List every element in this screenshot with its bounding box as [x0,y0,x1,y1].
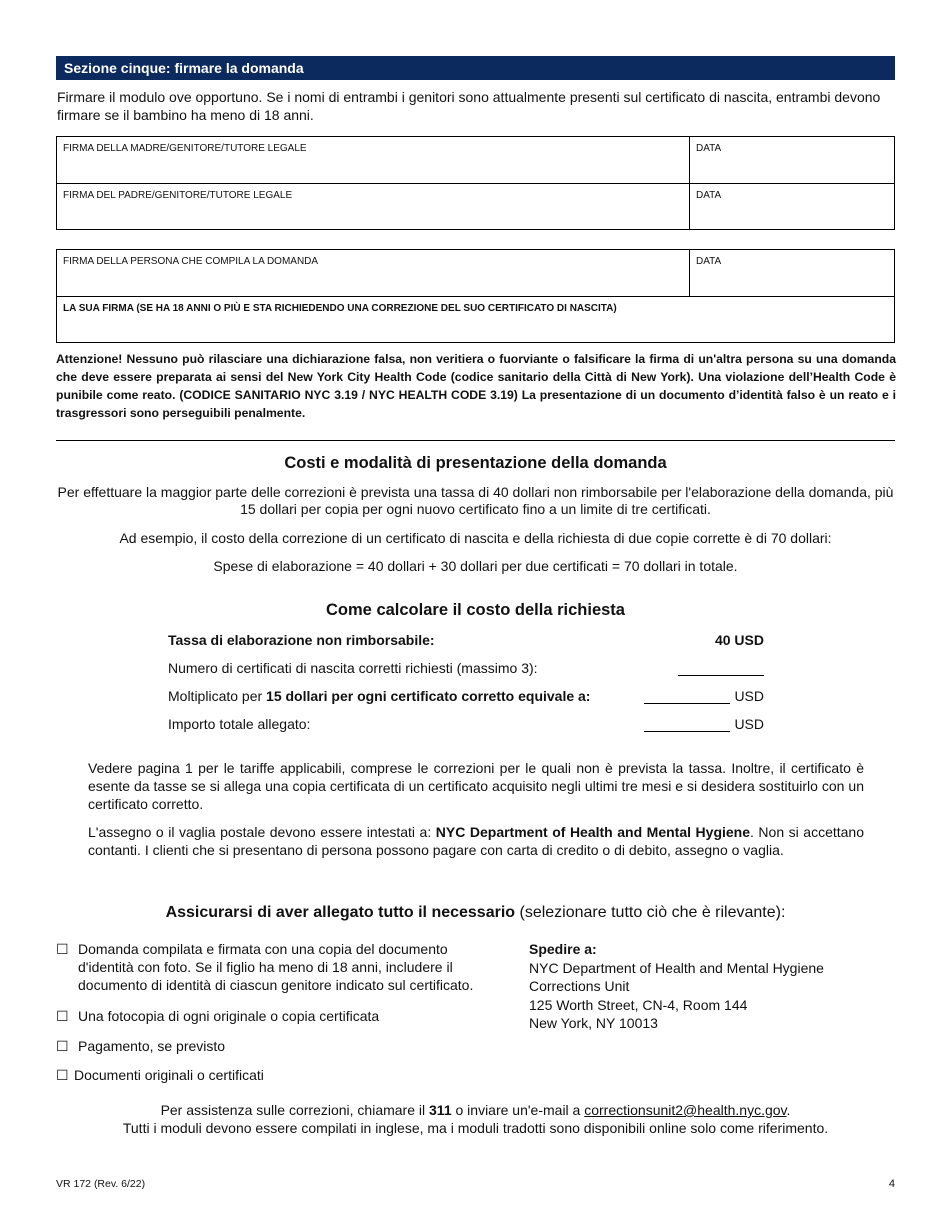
costs-paragraph-2: Ad esempio, il costo della correzione di un certificato di nascita e della richiesta di due copie corrette è di 70 dollari: [119,530,832,546]
mail-label: Spedire a: [529,941,597,957]
parent-signature-box [56,136,895,230]
help-prefix: Per assistenza sulle correzioni, chiamare il [160,1102,430,1118]
costs-title: Costi e modalità di presentazione della domanda [284,454,667,472]
preparer-date-field[interactable]: DATA [696,256,722,267]
mail-line: 125 Worth Street, CN-4, Room 144 [529,996,748,1013]
total-input[interactable] [644,718,730,732]
mail-line: NYC Department of Health and Mental Hygiene [529,959,824,976]
help-suffix: . [786,1102,791,1118]
checkbox-icon[interactable]: ☐ [56,1008,69,1024]
checklist-item-label: Pagamento, se previsto [78,1038,226,1054]
section-intro: Firmare il modulo ove opportuno. Se i nomi di entrambi i genitori sono attualmente presenti sul certificato di nascita, entrambi devono firmare se il bambino ha meno di 18 anni. [57,89,881,123]
own-signature-row [57,296,894,342]
mailing-address [529,940,824,1033]
payee-prefix: L'assegno o il vaglia postale devono essere intestati a: [88,824,436,840]
own-signature-field[interactable]: LA SUA FIRMA (SE HA 18 ANNI O PIÙ E STA RICHIEDENDO UNA CORREZIONE DEL SUO CERTIFICATO DI NASCITA) [63,303,617,314]
subtotal-currency: USD [734,688,764,704]
mail-line: Corrections Unit [529,978,630,994]
help-email-link[interactable]: correctionsunit2@health.nyc.gov [584,1102,787,1118]
multiply-bold: 15 dollari per ogni certificato corretto equivale a: [266,688,591,704]
checklist-item-label: Una fotocopia di ogni originale o copia certificata [78,1008,380,1024]
costs-paragraph-1: Per effettuare la maggior parte delle correzioni è prevista una tassa di 40 dollari non rimborsabile per l'elaborazione della domanda, più 15 dollari per copia per ogni nuovo certificato fino a un limite di tre certificati. [57,484,894,517]
mother-date-field[interactable]: DATA [696,143,722,154]
preparer-signature-box [56,249,895,343]
calc-title: Come calcolare il costo della richiesta [326,601,625,619]
checklist-item-label: Documenti originali o certificati [74,1067,264,1083]
form-id: VR 172 (Rev. 6/22) [56,1178,146,1190]
calc-row-multiply [168,686,764,704]
checklist-item-payment[interactable] [56,1037,225,1055]
checkbox-icon[interactable]: ☐ [56,1038,69,1054]
total-currency: USD [734,716,764,732]
calc-row-fee [168,630,764,648]
notes-paragraph-2 [88,823,864,859]
count-input[interactable] [678,662,764,676]
calc-row-total [168,714,764,732]
checklist-item-application[interactable] [56,940,501,994]
help-middle: o inviare un'e-mail a [451,1102,585,1118]
divider [56,440,895,441]
checklist-title-bold: Assicurarsi di aver allegato tutto il necessario [165,904,516,921]
mother-signature-row [57,137,894,183]
payee-name: NYC Department of Health and Mental Hygiene [435,824,751,840]
preparer-signature-field[interactable]: FIRMA DELLA PERSONA CHE COMPILA LA DOMANDA [57,250,690,296]
payee-suffix: . Non si accettano contanti. I clienti che si presentano di persona possono pagare con carta di credito o di debito, assegno o vaglia. [88,824,864,858]
checklist-title-rest: (selezionare tutto ciò che è rilevante): [515,904,786,921]
multiply-prefix: Moltiplicato per [168,688,267,704]
help-line-2: Tutti i moduli devono essere compilati in inglese, ma i moduli tradotti sono disponibili online solo come riferimento. [122,1120,829,1136]
father-signature-row [57,183,894,229]
mother-signature-field[interactable]: FIRMA DELLA MADRE/GENITORE/TUTORE LEGALE [57,137,690,183]
calc-row-count [168,658,764,676]
subtotal-input[interactable] [644,690,730,704]
legal-warning: Attenzione! Nessuno può rilasciare una dichiarazione falsa, non veritiera o fuorviante o falsificare la firma di un'altra persona su una domanda che deve essere preparata ai sensi del New York City Health Code (codice sanitario della Città di New York). Una violazione dell’Health Code è punibile come reato. (CODICE SANITARIO NYC 3.19 / NYC HEALTH CODE 3.19) La presentazione di un documento d’identità falso è un reato e i trasgressori sono perseguibili penalmente. [56,352,896,420]
count-label: Numero di certificati di nascita corretti richiesti (massimo 3): [168,660,538,676]
costs-paragraph-3: Spese di elaborazione = 40 dollari + 30 dollari per due certificati = 70 dollari in totale. [213,558,738,574]
total-label: Importo totale allegato: [168,716,311,732]
page-number: 4 [888,1178,895,1190]
section-header: Sezione cinque: firmare la domanda [56,56,895,80]
notes-paragraph-1: Vedere pagina 1 per le tariffe applicabili, comprese le correzioni per le quali non è prevista la tassa. Inoltre, il certificato è esente da tasse se si allega una copia certificata di un certificato acquisito negli ultimi tre mesi e si desidera sostituirlo con un certificato corretto. [88,760,864,812]
checklist-item-label: Domanda compilata e firmata con una copia del documento d'identità con foto. Se il figlio ha meno di 18 anni, includere il documento di identità di ciascun genitore indicato sul certificato. [78,941,474,993]
checkbox-icon[interactable]: ☐ [56,1067,69,1083]
multiply-label [168,688,590,704]
fee-label: Tassa di elaborazione non rimborsabile: [168,632,435,648]
help-line-1 [56,1102,895,1119]
help-phone: 311 [429,1102,452,1118]
checklist-item-photocopy[interactable] [56,1007,379,1025]
fee-value: 40 USD [714,632,764,648]
father-date-field[interactable]: DATA [696,190,722,201]
mail-line: New York, NY 10013 [529,1015,658,1031]
father-signature-field[interactable]: FIRMA DEL PADRE/GENITORE/TUTORE LEGALE [57,184,690,229]
checklist-title [56,904,895,922]
checklist-item-originals[interactable] [56,1066,264,1084]
checkbox-icon[interactable]: ☐ [56,941,69,957]
preparer-signature-row [57,250,894,296]
